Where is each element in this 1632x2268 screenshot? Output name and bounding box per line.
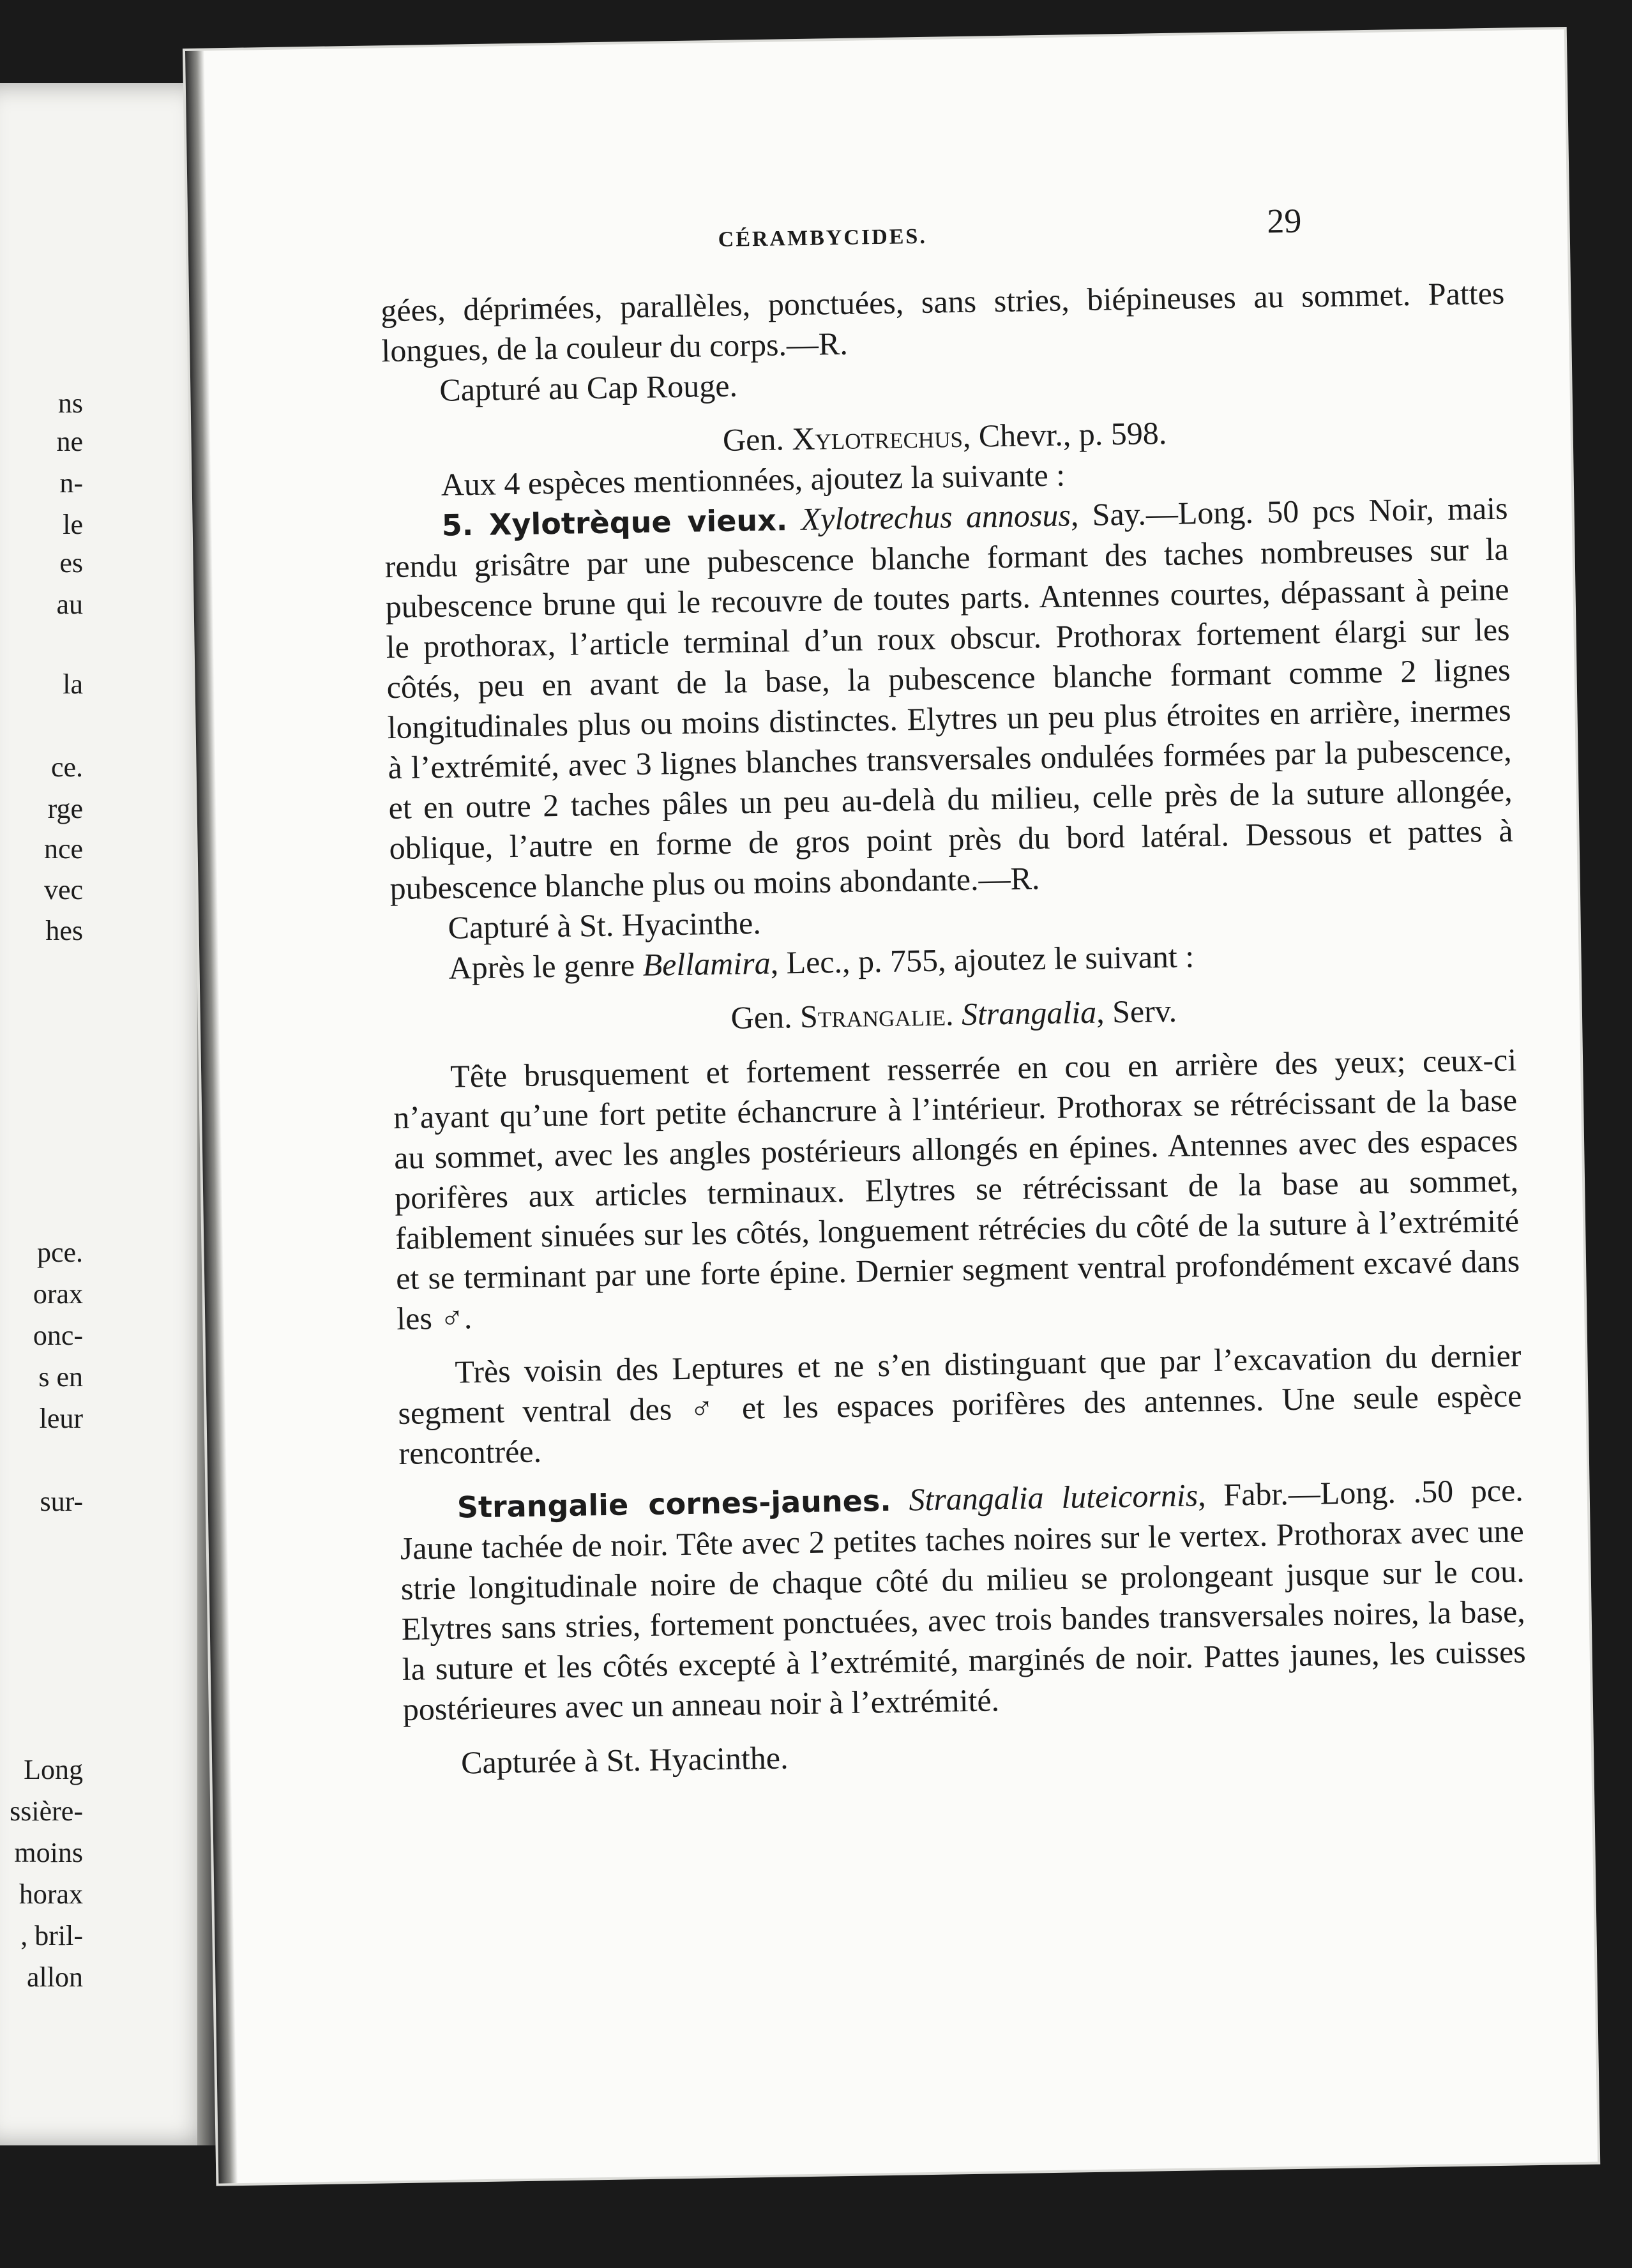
species-latin-name: Strangalia luteicornis bbox=[909, 1477, 1198, 1518]
left-page-fragment: , bril- bbox=[20, 1920, 83, 1951]
left-page-fragment: es bbox=[59, 547, 83, 578]
left-page-fragment: ns bbox=[57, 388, 83, 419]
paragraph-add-species: Aux 4 espèces mentionnées, ajoutez la suivante : bbox=[441, 457, 1066, 503]
species-name: Strangalie cornes-jaunes. bbox=[457, 1483, 892, 1525]
genus-latin-name: Strangalia bbox=[961, 994, 1097, 1032]
species-name: 5. Xylotrèque vieux. bbox=[441, 503, 788, 543]
left-page-fragment: vec bbox=[43, 874, 83, 905]
left-page-fragment: pce. bbox=[36, 1237, 83, 1268]
left-page-fragment: hes bbox=[45, 915, 83, 946]
left-page-fragment: au bbox=[56, 589, 83, 620]
left-page-fragment: la bbox=[63, 669, 83, 700]
left-page-fragment: leur bbox=[39, 1403, 83, 1434]
left-page-fragment: onc- bbox=[33, 1320, 83, 1351]
left-page-fragment: nce bbox=[43, 833, 83, 865]
running-head: CÉRAMBYCIDES. bbox=[718, 224, 928, 252]
species-description: , Say.—Long. 50 pcs Noir, mais rendu grisâtre par une pubescence blanche formant des taches nombreuses sur la pubescence brune qui le recouvre de toutes parts. Antennes courtes, dépassant à peine le prothorax, l’article terminal d’un roux obscur. Prothorax fortement élargi sur les côtés, peu en avant de la base, la pubescence blanche formant comme 2 lignes longitudinales plus ou moins distinctes. Elytres un peu plus étroites en arrière, inermes à l’extrémité, avec 3 lignes blanches transversales ondulées formées par la pubescence, et en outre 2 taches pâles un peu au-delà du milieu, celle près de la suture allongée, oblique, l’autre en forme de gros point près du bord latéral. Dessous et pattes à pubescence blanche plus ou moins abondante.—R. bbox=[384, 490, 1513, 907]
capture-note-cap-rouge: Capturé au Cap Rouge. bbox=[439, 367, 738, 408]
species-description: , Fabr.—Long. .50 pce. Jaune tachée de noir. Tête avec 2 petites taches noires sur le vertex. Prothorax avec une strie longitudinale noire de chaque côté du milieu se prolongeant jusque sur le cou. Elytres sans stries, fortement ponctuées, avec trois bandes transversales noires, la base, la suture et les côtés excepté à l’extrémité, marginés de noir. Pattes jaunes, les cuisses postérieures avec un anneau noir à l’extrémité. bbox=[400, 1472, 1527, 1727]
left-page-fragment: s en bbox=[38, 1361, 83, 1393]
left-page-fragment: orax bbox=[33, 1278, 83, 1310]
species-latin-name: Xylotrechus annosus bbox=[801, 497, 1071, 537]
left-page-fragment: allon bbox=[27, 1962, 83, 1993]
capture-note-st-hyacinthe-2: Capturée à St. Hyacinthe. bbox=[460, 1739, 789, 1781]
species-entry-strangalie bbox=[399, 1470, 1527, 1730]
left-page-fragment: moins bbox=[14, 1837, 83, 1868]
left-facing-page bbox=[0, 83, 220, 2145]
genus-heading-strangalie: Gen. Strangalie. Strangalia, Serv. bbox=[730, 992, 1177, 1036]
left-page-fragment: ssière- bbox=[10, 1796, 83, 1827]
left-page-fragment: horax bbox=[19, 1879, 83, 1910]
left-page-fragment: Long bbox=[24, 1754, 83, 1785]
genus-description: Tête brusquement et fortement resserrée en cou en arrière des yeux; ceux-ci n’ayant qu’une fort petite échancrure à l’intérieur. Prothorax se rétrécissant de la base au sommet, avec les angles postérieurs allongés en épines. Antennes avec des espaces porifères aux articles terminaux. Elytres se rétrécissant de la base au sommet, faiblement sinuées sur les côtés, longuement rétrécies du côté de la suture à l’extrémité et se terminant par une forte épine. Dernier segment ventral profondément excavé dans les ♂. bbox=[393, 1041, 1520, 1337]
left-page-fragment: sur- bbox=[40, 1486, 83, 1517]
left-page-fragment: n- bbox=[59, 467, 83, 499]
genus-name: Xylotrechus bbox=[791, 418, 963, 457]
left-page-fragment: rge bbox=[47, 793, 83, 824]
paragraph-continuation: gées, déprimées, parallèles, ponctuées, sans stries, biépineuses au sommet. Pattes longues, de la couleur du corps.—R. bbox=[380, 275, 1505, 369]
page-number: 29 bbox=[1266, 201, 1302, 241]
species-entry-xylotreque bbox=[384, 488, 1514, 909]
genus-name: Strangalie bbox=[799, 996, 946, 1035]
page-body bbox=[381, 273, 1528, 1784]
left-page-fragment: ce. bbox=[50, 752, 83, 783]
capture-note-st-hyacinthe: Capturé à St. Hyacinthe. bbox=[448, 905, 762, 946]
paragraph-after-bellamira: Après le genre Bellamira, Lec., p. 755, ajoutez le suivant : bbox=[448, 938, 1195, 986]
right-page bbox=[185, 29, 1598, 2184]
left-page-fragment: le bbox=[63, 509, 83, 540]
genus-heading-xylotrechus: Gen. Xylotrechus, Chevr., p. 598. bbox=[722, 414, 1167, 458]
genus-remarks: Très voisin des Leptures et ne s’en distinguant que par l’excavation du dernier segment ventral des ♂ et les espaces porifères des antennes. Une seule espèce rencontrée. bbox=[398, 1337, 1522, 1472]
left-page-fragment: ne bbox=[56, 426, 83, 457]
